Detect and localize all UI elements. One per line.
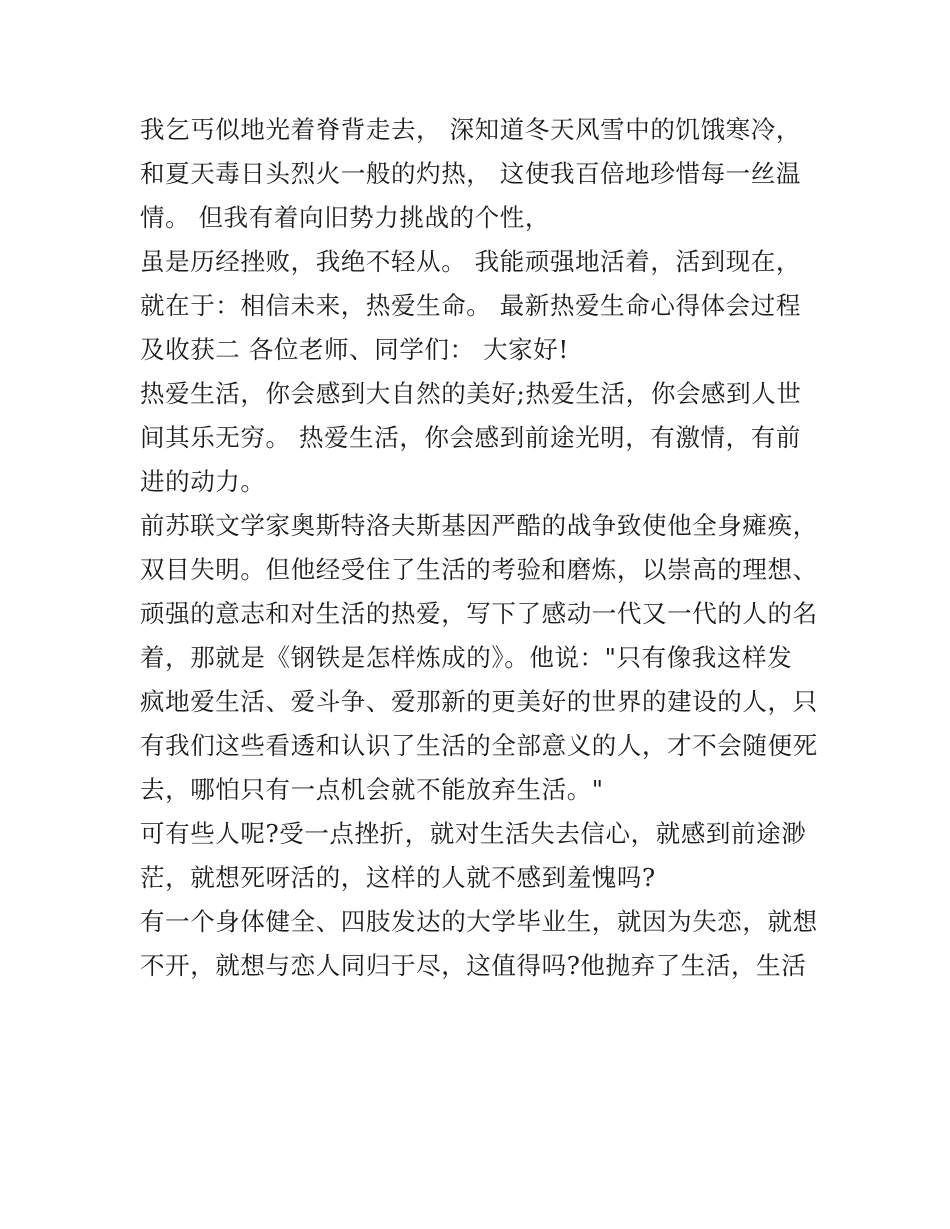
text-line: 就在于：相信未来，热爱生命。 最新热爱生命心得体会过程	[140, 291, 801, 320]
text-line: 情。 但我有着向旧势力挑战的个性，	[140, 203, 550, 232]
text-line: 我乞丐似地光着脊背走去， 深知道冬天风雪中的饥饿寒冷，	[140, 115, 801, 144]
text-line: 疯地爱生活、爱斗争、爱那新的更美好的世界的建设的人，只	[140, 687, 818, 716]
text-line: 及收获二 各位老师、同学们： 大家好!	[140, 335, 569, 364]
body-text	[140, 108, 820, 988]
text-line: 热爱生活，你会感到大自然的美好;热爱生活，你会感到人世	[140, 379, 802, 408]
text-line: 间其乐无穷。 热爱生活，你会感到前途光明，有激情，有前	[140, 423, 801, 452]
text-line: 双目失明。但他经受住了生活的考验和磨炼，以崇高的理想、	[140, 555, 818, 584]
text-line: 着，那就是《钢铁是怎样炼成的》。他说："只有像我这样发	[140, 643, 793, 672]
text-line: 有一个身体健全、四肢发达的大学毕业生，就因为失恋，就想	[140, 907, 818, 936]
text-line: 和夏天毒日头烈火一般的灼热， 这使我百倍地珍惜每一丝温	[140, 159, 801, 188]
text-line: 不开，就想与恋人同归于尽，这值得吗?他抛弃了生活，生活	[140, 951, 807, 980]
text-line: 前苏联文学家奥斯特洛夫斯基因严酷的战争致使他全身瘫痪，	[140, 511, 818, 540]
text-line: 进的动力。	[140, 467, 266, 496]
text-line: 虽是历经挫败，我绝不轻从。 我能顽强地活着，活到现在，	[140, 247, 801, 276]
text-line: 去，哪怕只有一点机会就不能放弃生活。"	[140, 775, 604, 804]
text-line: 顽强的意志和对生活的热爱，写下了感动一代又一代的人的名	[140, 599, 818, 628]
text-line: 茫，就想死呀活的，这样的人就不感到羞愧吗?	[140, 863, 656, 892]
text-line: 有我们这些看透和认识了生活的全部意义的人，才不会随便死	[140, 731, 818, 760]
text-line: 可有些人呢?受一点挫折，就对生活失去信心，就感到前途渺	[140, 819, 807, 848]
